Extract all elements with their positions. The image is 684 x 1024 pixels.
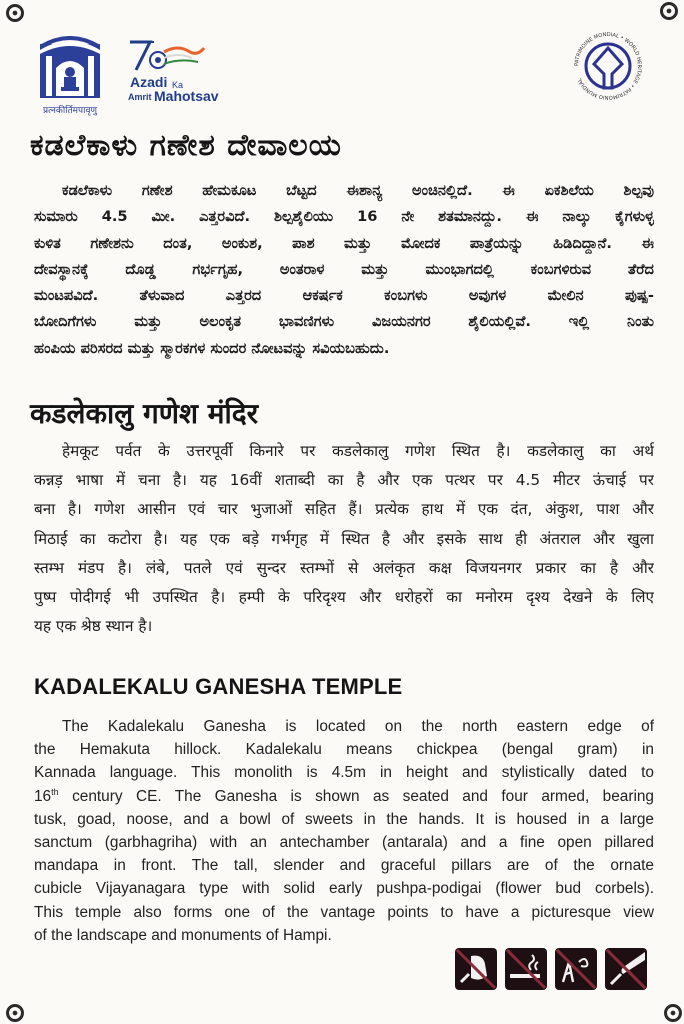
asi-emblem-icon [36,36,104,98]
mahotsav-text: Mahotsav [154,88,219,104]
corner-bolt-icon [6,1004,24,1022]
english-line-century [34,785,654,808]
azadi-75-emblem-icon [128,38,208,74]
kannada-line: ಹಂಪಿಯ ಪರಿಸರದ ಮತ್ತು ಸ್ಮಾರಕಗಳ ಸುಂದರ ನೋಟವನ್ನು ಸವಿಯಬಹುದು. [34,339,390,357]
world-heritage-emblem [572,30,644,102]
no-graffiti-icon [455,948,497,990]
kannada-line: ದೇವಸ್ಥಾನಕ್ಕೆ ದೊಡ್ಡ ಗರ್ಭಗೃಹ, ಅಂತರಾಳ ಮತ್ತು ಮುಂಭಾಗದಲ್ಲಿ ಕಂಬಗಳಿರುವ ತೆರೆದ [34,260,654,278]
hindi-line: स्तम्भ मंडप है। लंबे, पतले एवं सुन्दर स्तम्भों से अलंकृत कक्ष विजयनगर प्रकार का है और [34,558,654,577]
no-writing-icon [555,948,597,990]
english-line: sanctum (garbhagriha) with an antechamber (antarala) and a fine open pillared [34,834,654,852]
asi-motto: प्रत्नकीर्तिमपावृणु [43,106,97,116]
corner-bolt-icon [6,4,24,22]
kannada-line: ಸುಮಾರು 4.5 ಮೀ. ಎತ್ತರವಿದೆ. ಶಿಲ್ಪಶೈಲಿಯು 16 ನೇ ಶತಮಾನದ್ದು. ಈ ನಾಲ್ಕು ಕೈಗಳುಳ್ಳ [34,208,654,226]
kannada-line: ಬೋದಿಗೆಗಳು ಮತ್ತು ಅಲಂಕೃತ ಭಾವಣಿಗಳು ವಿಜಯನಗರ ಶೈಲಿಯಲ್ಲಿವೆ. ಇಲ್ಲಿ ನಿಂತು [34,313,654,331]
whc-emblem-text: PATRIMOINE MONDIAL • WORLD HERITAGE • PATRIMONIO MUNDIAL [573,31,643,101]
asi-logo [36,36,104,116]
hindi-line: मिठाई का कटोरा है। यह एक बड़े गर्भगृह में स्थित है और इसके साथ ही अंतराल और खुला [34,529,654,548]
corner-bolt-icon [664,1004,682,1022]
kannada-line: ಮಂಟಪವಿದೆ. ತೆಳುವಾದ ಎತ್ತರದ ಆಕರ್ಷಕ ಕಂಬಗಳು ಅವುಗಳ ಮೇಲಿನ ಪುಷ್ಪ- [34,287,654,305]
hindi-line: बना है। गणेश आसीन एवं चार भुजाओं सहित हैं। प्रत्येक हाथ में एक दंत, अंकुश, पाश और [34,500,654,519]
english-line: the Hemakuta hillock. Kadalekalu means chickpea (bengal gram) in [34,741,654,759]
hindi-title: कडलेकालु गणेश मंदिर [30,397,259,430]
english-line: of the landscape and monuments of Hampi. [34,926,332,944]
kannada-paragraph [34,178,654,362]
hindi-paragraph [34,437,654,641]
english-line: cubicle Vijayanagara type with solid early pushpa-podigai (flower bud corbels). [34,880,654,898]
svg-text:PATRIMOINE MONDIAL • WORLD HER [574,32,642,100]
english-title: KADALEKALU GANESHA TEMPLE [34,674,403,699]
english-line: tusk, goad, noose, and a bowl of sweets in the hands. It is housed in a large [34,810,654,828]
hindi-line: कन्नड़ भाषा में चना है। यह 16वीं शताब्दी का है और एक पत्थर पर 4.5 मीटर ऊंचाई पर [34,471,654,490]
prohibition-icons [455,948,647,990]
azadi-ka-text: Ka [172,80,184,90]
english-line: The Kadalekalu Ganesha is located on the north eastern edge of [62,718,654,735]
century-line-text: century CE. The Ganesha is shown as seated and four armed, bearing [72,787,654,805]
english-line: Kannada language. This monolith is 4.5m in height and stylistically dated to [34,764,654,782]
century-number: 16 [34,787,52,805]
amrit-text: Amrit [128,92,152,102]
hindi-line: हेमकूट पर्वत के उत्तरपूर्वी किनारे पर कडलेकालु गणेश स्थित है। कडलेकालु का अर्थ [62,442,654,460]
english-line: This temple also forms one of the vantage points to have a picturesque view [34,903,654,921]
hindi-line: यह एक श्रेष्ठ स्थान है। [34,617,153,636]
kannada-line: ಕಡಲೆಕಾಳು ಗಣೇಶ ಹೇಮಕೂಟ ಬೆಟ್ಟದ ಈಶಾನ್ಯ ಅಂಚಿನಲ್ಲಿದೆ. ಈ ಏಕಶಿಲೆಯ ಶಿಲ್ಪವು [62,182,654,199]
english-paragraph [34,715,654,947]
century-suffix: th [51,786,59,797]
azadi-ka-amrit-mahotsav-logo [126,38,219,110]
no-touching-icon [605,948,647,990]
azadi-text: Azadi [130,74,168,90]
kannada-line: ಕುಳಿತ ಗಣೇಶನು ದಂತ, ಅಂಕುಶ, ಪಾಶ ಮತ್ತು ಮೋದಕ ಪಾತ್ರೆಯನ್ನು ಹಿಡಿದಿದ್ದಾನೆ. ಈ [34,234,654,252]
hindi-line: पुष्प पोदीगई भी उपस्थित है। हम्पी के परिदृश्य और धरोहरों का मनोरम दृश्य देखने के लिए [34,588,654,607]
world-heritage-emblem-icon [572,30,644,102]
no-smoking-icon [505,948,547,990]
kannada-title: ಕಡಲೆಕಾಳು ಗಣೇಶ ದೇವಾಲಯ [30,128,342,163]
english-line: mandapa in front. The tall, slender and graceful pillars are of the ornate [34,857,654,875]
corner-bolt-icon [660,2,678,20]
